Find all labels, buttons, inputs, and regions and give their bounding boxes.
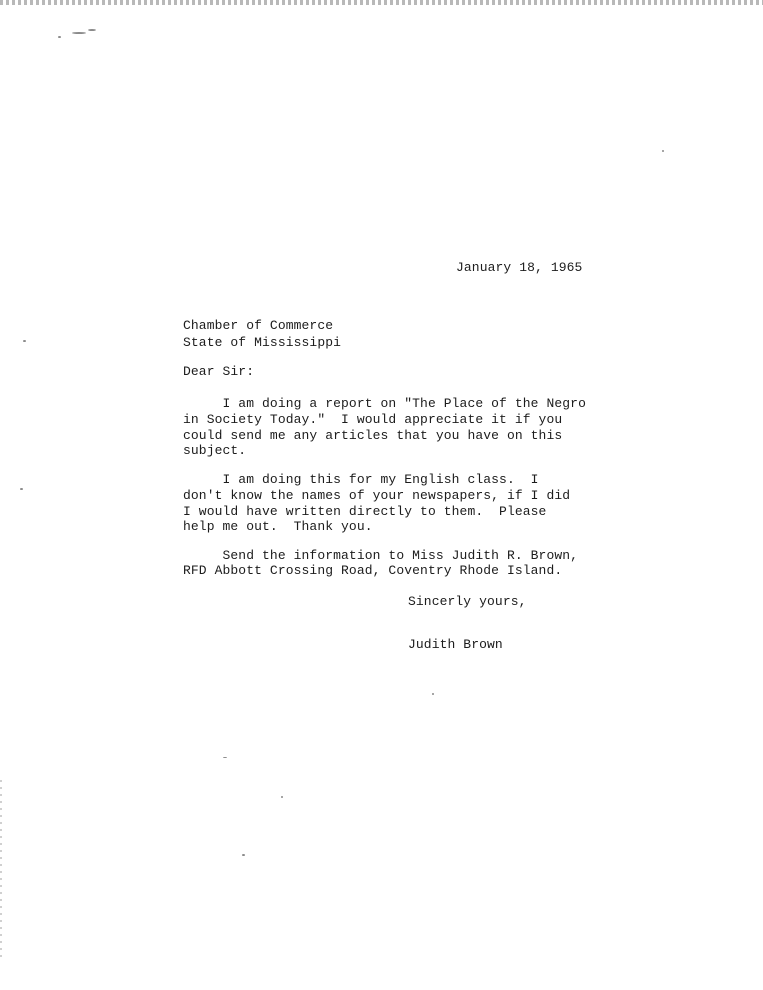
scan-speck	[242, 854, 245, 856]
recipient-state: State of Mississippi	[183, 335, 342, 350]
scan-speck	[23, 340, 26, 342]
paragraph-3-line: Send the information to Miss Judith R. Brown,	[183, 548, 579, 563]
scan-speck	[223, 757, 227, 758]
paragraph-1-line: could send me any articles that you have on this	[183, 428, 563, 443]
scan-speck	[432, 693, 434, 695]
scan-speck	[281, 796, 283, 798]
scan-speck	[662, 150, 664, 152]
scan-speck	[20, 488, 23, 490]
scan-speck	[72, 32, 86, 34]
scan-top-edge	[0, 0, 763, 5]
closing: Sincerly yours,	[408, 594, 527, 609]
letter-date: January 18, 1965	[456, 260, 583, 275]
paragraph-2-line: I am doing this for my English class. I	[183, 472, 539, 487]
signature-name: Judith Brown	[408, 637, 503, 652]
recipient-organization: Chamber of Commerce	[183, 318, 334, 333]
paragraph-2-line: don't know the names of your newspapers, if I did	[183, 488, 571, 503]
paragraph-2-line: help me out. Thank you.	[183, 519, 373, 534]
salutation: Dear Sir:	[183, 364, 255, 379]
paragraph-1-line: I am doing a report on "The Place of the Negro	[183, 396, 586, 411]
scan-speck	[58, 36, 61, 38]
paragraph-1-line: subject.	[183, 443, 247, 458]
paragraph-3-line: RFD Abbott Crossing Road, Coventry Rhode Island.	[183, 563, 563, 578]
scan-left-edge	[0, 780, 2, 960]
paragraph-1-line: in Society Today." I would appreciate it if you	[183, 412, 563, 427]
scan-speck	[88, 29, 96, 31]
paragraph-2-line: I would have written directly to them. Please	[183, 504, 547, 519]
